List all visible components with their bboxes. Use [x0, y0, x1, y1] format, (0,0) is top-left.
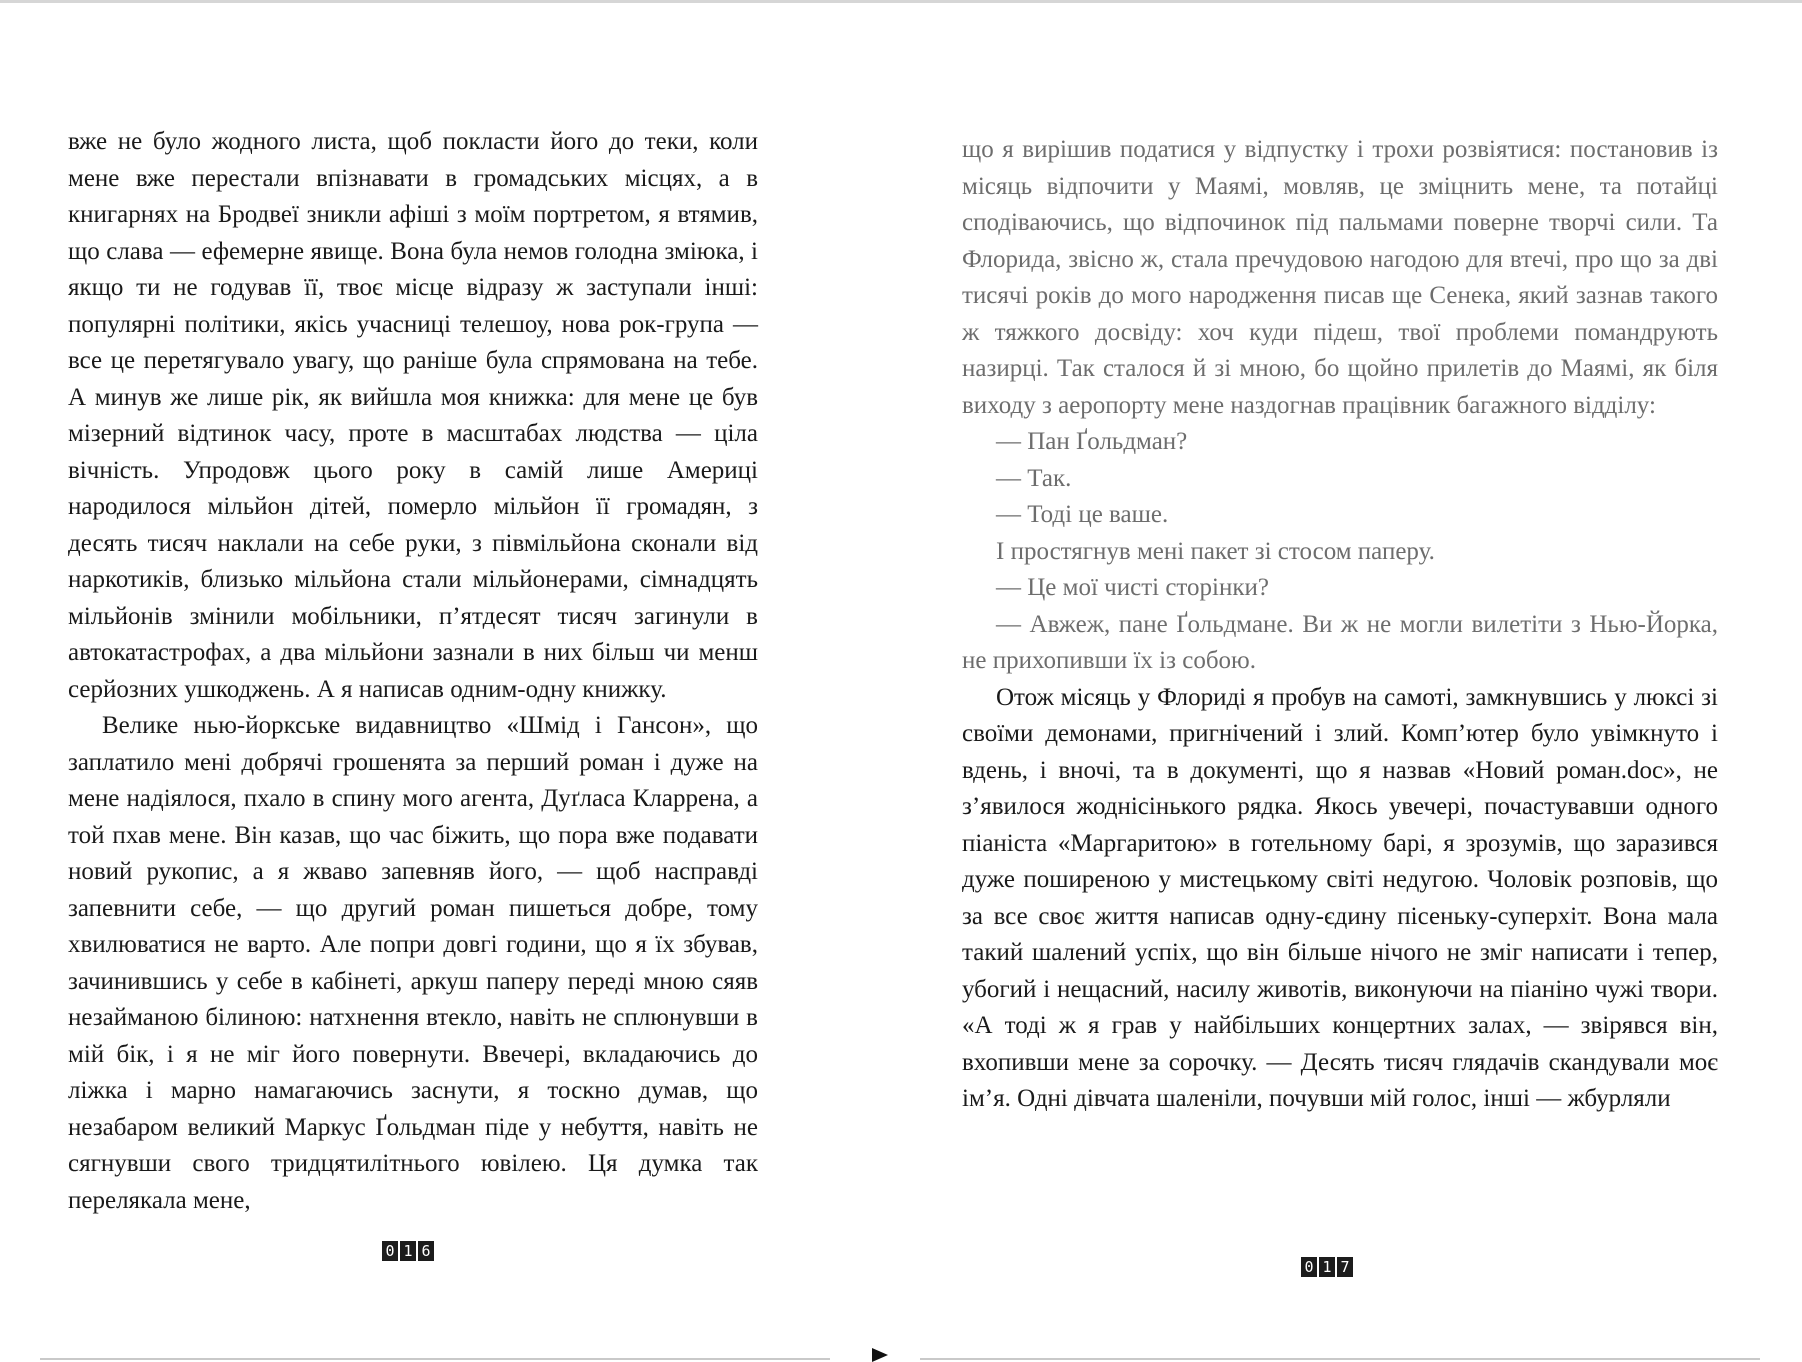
gutter-arrow-mark [872, 1348, 888, 1362]
page-number-digit: 6 [418, 1241, 434, 1261]
dialog-line-4: — Це мої чисті сторінки? [996, 574, 1269, 601]
left-paragraph-1: вже не було жодного листа, щоб покласти його до теки, коли мене вже перестали впізнавати в громадських місцях, а в книгарнях на Бродвеї зникли афіші з моїм портретом, я втямив, що слава — ефемерне явище. Вона була немов голодна змiюка, і якщо ти не годував її, твоє місце відразу ж заступали інші: популярні політики, якісь учасниці телешоу, нова рок-група — все це перетягувало увагу, що раніше була спрямована на тебе. А минув же лише рік, як вийшла моя книжка: для мене це був мізерний відтинок часу, проте в масштабах людства — ціла вічність. Упродовж цього року в самій лише Америці народилося мільйон дітей, померло мільйон її громадян, з десять тисяч наклали на себе руки, з півмільйона сконали від наркотиків, близько мільйона стали мільйонерами, сімнадцять мільйонів змінили мобільники, п’ятдесят тисяч загинули в автокатастрофах, а два мільйони зазнали в них більш чи менш серйозних ушкоджень. А я написав одним-одну книжку. [68, 128, 758, 703]
bottom-edge-left [40, 1358, 830, 1360]
dialog-line-3: — Тоді це ваше. [996, 501, 1169, 528]
left-page [0, 0, 880, 1362]
left-page-text [68, 124, 758, 1219]
dialog-line-1: — Пан Ґольдман? [996, 428, 1188, 455]
page-number-digit: 7 [1337, 1257, 1353, 1277]
left-paragraph-2: Велике нью-йоркське видавництво «Шмід і Гансон», що заплатило мені добрячі грошенята за перший роман і дуже на мене надіялося, пхало в спину мого агента, Дуґласа Кларрена, а той пхав мене. Він казав, що час біжить, що пора вже подавати новий рукопис, а я жваво запевняв його, — щоб насправді запевнити себе, — що другий роман пишеться добре, тому хвилюватися не варто. Але попри довгі години, що я їх збував, зачинившись у себе в кабінеті, аркуш паперу переді мною сяяв незайманою білиною: натхнення втекло, навіть не сплюнувши в мій бік, і я не міг його повернути. Ввечері, вкладаючись до ліжка і марно намагаючись заснути, я тоскно думав, що незабаром великий Маркус Ґольдман піде у небуття, навіть не сягнувши свого тридцятилітнього ювілею. Ця думка так перелякала мене, [68, 712, 758, 1214]
page-number-digit: 0 [382, 1241, 398, 1261]
narration-line: І простягнув мені пакет зі стосом паперу. [996, 537, 1435, 565]
right-page [880, 0, 1802, 1362]
page-number-digit: 1 [1319, 1257, 1335, 1277]
dialog-line-2: — Так. [996, 464, 1072, 492]
page-number-digit: 0 [1301, 1257, 1317, 1277]
page-number-digit: 1 [400, 1241, 416, 1261]
right-paragraph-last: Отож місяць у Флориді я пробув на самоті, замкнувшись у люксі зі своїми демонами, пригнічений і злий. Комп’ютер було увімкнуто і вдень, і вночі, та в документі, що я назвав «Новий роман.doc», не з’явилося жоднісінького рядка. Якось увечері, почастувавши одного піаніста «Маргаритою» в готельному барі, я зрозумів, що заразився дуже поширеною у мистецькому світі недугою. Чоловік розповів, що за все своє життя написав одну-єдину пісеньку-суперхіт. Вона мала такий шалений успіх, що він більше нічого не зміг написати і тепер, убогий і нещасний, насилу животів, виконуючи на піаніно чужі твори. «А тоді ж я грав у найбільших концертних залах, — звірявся він, вхопивши мене за сорочку. — Десять тисяч глядачів скандували моє ім’я. Одні дівчата шаленіли, почувши мій голос, інші — жбурляли [962, 683, 1718, 1112]
dialog-line-5: — Авжеж, пане Ґольдмане. Ви ж не могли вилетіти з Нью-Йорка, не прихопивши їх із собою. [962, 610, 1718, 674]
right-page-text [962, 132, 1718, 1118]
page-number-right [1301, 1257, 1353, 1277]
right-paragraph-1: що я вирішив податися у відпустку і трохи розвіятися: постановив із місяць відпочити у Маямі, мовляв, це зміцнить мене, та потайці сподіваючись, що відпочинок під пальмами поверне творчі сили. Та Флорида, звісно ж, стала пречудовою нагодою для втечі, про що за дві тисячі років до мого народження писав ще Сенека, який зазнав такого ж тяжкого досвіду: хоч куди підеш, твої проблеми помандрують назирці. Так сталося й зі мною, бо щойно прилетів до Маямі, як біля виходу з аеропорту мене наздогнав працівник багажного відділу: [962, 136, 1718, 419]
bottom-edge-right [920, 1358, 1760, 1360]
page-number-left [382, 1241, 434, 1261]
